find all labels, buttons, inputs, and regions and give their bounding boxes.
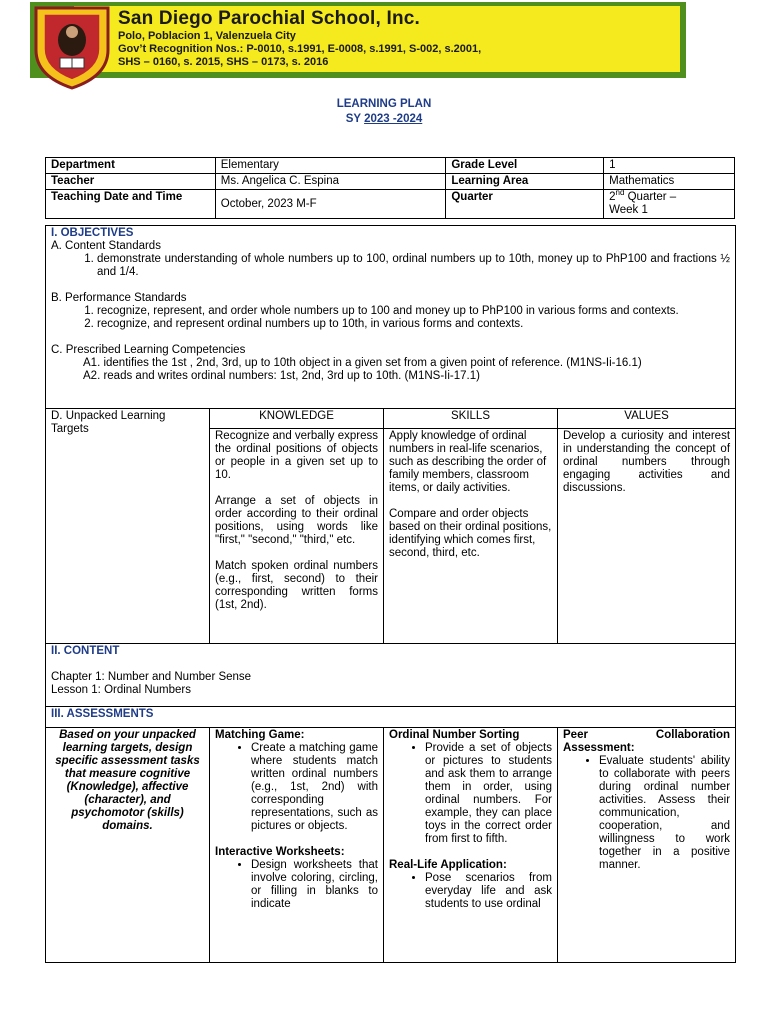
teaching-date-label: Teaching Date and Time bbox=[46, 190, 216, 219]
document-title: LEARNING PLAN bbox=[336, 98, 432, 110]
content-heading: II. CONTENT bbox=[51, 645, 120, 658]
quarter-suffix: nd bbox=[615, 188, 625, 198]
table-row bbox=[46, 190, 735, 219]
unpacked-targets-label: D. Unpacked Learning Targets bbox=[46, 409, 210, 644]
teaching-date-value: October, 2023 M-F bbox=[215, 190, 446, 219]
school-name: San Diego Parochial School, Inc. bbox=[118, 8, 421, 29]
knowledge-header: KNOWLEDGE bbox=[210, 409, 384, 429]
content-standards-label: A. Content Standards bbox=[51, 240, 161, 252]
knowledge-target: Arrange a set of objects in order according to their ordinal positions, using words like "first," "second," "third," etc. bbox=[215, 495, 378, 547]
content-lesson: Lesson 1: Ordinal Numbers bbox=[51, 684, 191, 697]
knowledge-target: Match spoken ordinal numbers (e.g., first, second) to their corresponding written forms (1st, 2nd). bbox=[215, 560, 378, 612]
quarter-label: Quarter bbox=[446, 190, 604, 219]
performance-standards-list bbox=[51, 305, 730, 331]
content-standards-list bbox=[51, 253, 730, 279]
table-row bbox=[46, 174, 735, 190]
learning-plan-table bbox=[45, 225, 736, 963]
quarter-week: Week 1 bbox=[609, 204, 648, 216]
assessments-intro: Based on your unpacked learning targets, design specific assessment tasks that measure cognitive (Knowledge), affective (character), and psychomotor (skills) domains. bbox=[46, 727, 210, 962]
objectives-row bbox=[46, 226, 736, 409]
learning-area-label: Learning Area bbox=[446, 174, 604, 190]
list-item: 2. recognize, and represent ordinal numbers up to 10th, in various forms and contexts. bbox=[97, 318, 730, 331]
list-item: • Create a matching game where students match written ordinal numbers (e.g., 1st, 2nd) with corresponding representations, such as pictures or objects. bbox=[251, 742, 378, 833]
content-row bbox=[46, 644, 736, 707]
teacher-value: Ms. Angelica C. Espina bbox=[215, 174, 446, 190]
school-seal-icon bbox=[30, 2, 114, 90]
skills-target: Apply knowledge of ordinal numbers in real-life scenarios, such as describing the order of family members, classroom items, or daily activities. bbox=[389, 430, 547, 495]
quarter-text: Quarter – bbox=[624, 191, 677, 203]
skills-cell bbox=[384, 429, 558, 644]
learning-area-value: Mathematics bbox=[604, 174, 735, 190]
values-target: Develop a curiosity and interest in understanding the concept of ordinal numbers through engaging activities and discussions. bbox=[563, 430, 731, 495]
competency-a1: A1. identifies the 1st , 2nd, 3rd, up to 10th object in a given set from a given point of reference. (M1NS-Ii-16.1) bbox=[83, 357, 642, 369]
competencies-label: C. Prescribed Learning Competencies bbox=[51, 344, 246, 356]
info-table bbox=[45, 157, 735, 219]
objectives-section bbox=[46, 226, 736, 409]
list-item: 1. demonstrate understanding of whole numbers up to 100, ordinal numbers up to 10th, money up to PhP100 and fractions ½ and 1/4. bbox=[97, 253, 730, 279]
targets-header-row bbox=[46, 409, 736, 429]
school-address: Polo, Poblacion 1, Valenzuela City bbox=[118, 30, 296, 42]
assessment-title: Interactive Worksheets: bbox=[215, 845, 345, 858]
list-item: • Provide a set of objects or pictures to students and ask them to arrange them in order, using ordinal numbers. For example, they can place toys in the correct order from first to fifth. bbox=[425, 742, 552, 846]
competency-a2: A2. reads and writes ordinal numbers: 1st, 2nd, 3rd up to 10th. (M1NS-Ii-17.1) bbox=[83, 370, 480, 382]
assessment-title: Matching Game: bbox=[215, 728, 305, 741]
skills-target: Compare and order objects based on their ordinal positions, identifying which comes first, second, third, etc. bbox=[389, 508, 552, 560]
quarter-value bbox=[604, 190, 735, 219]
school-year bbox=[0, 113, 768, 125]
assessment-title: Real-Life Application: bbox=[389, 858, 507, 871]
assessments-row bbox=[46, 727, 736, 962]
list-item: • Evaluate students' ability to collaborate with peers during ordinal number activities. Assess their communication, cooperation, and willingness to work together in a positive manner. bbox=[599, 755, 730, 872]
assessment-title: Ordinal Number Sorting bbox=[389, 728, 520, 741]
grade-level-label: Grade Level bbox=[446, 158, 604, 174]
assessment-column-2 bbox=[384, 727, 558, 962]
teacher-label: Teacher bbox=[46, 174, 216, 190]
table-row bbox=[46, 158, 735, 174]
grade-level-value: 1 bbox=[604, 158, 735, 174]
list-item: • Pose scenarios from everyday life and ask students to use ordinal bbox=[425, 872, 552, 911]
values-cell bbox=[558, 429, 736, 644]
school-recognition-1: Gov’t Recognition Nos.: P-0010, s.1991, E-0008, s.1991, S-002, s.2001, bbox=[118, 43, 482, 55]
school-info bbox=[118, 8, 481, 69]
content-chapter: Chapter 1: Number and Number Sense bbox=[51, 671, 252, 684]
assessments-heading: III. ASSESSMENTS bbox=[46, 707, 736, 727]
sy-value: 2023 -2024 bbox=[364, 113, 423, 125]
performance-standards-label: B. Performance Standards bbox=[51, 292, 187, 304]
department-label: Department bbox=[46, 158, 216, 174]
assessment-title: Peer Collaboration Assessment: bbox=[563, 728, 731, 754]
assessment-column-1 bbox=[210, 727, 384, 962]
department-value: Elementary bbox=[215, 158, 446, 174]
knowledge-cell bbox=[210, 429, 384, 644]
objectives-heading: I. OBJECTIVES bbox=[51, 227, 134, 239]
list-item: 1. recognize, represent, and order whole numbers up to 100 and money up to PhP100 in various forms and contexts. bbox=[97, 305, 730, 318]
knowledge-target: Recognize and verbally express the ordinal positions of objects or people in a given set up to 10. bbox=[215, 430, 379, 482]
school-banner bbox=[30, 2, 686, 80]
sy-label: SY bbox=[345, 113, 361, 125]
assessments-header-row bbox=[46, 707, 736, 727]
school-recognition-2: SHS – 0160, s. 2015, SHS – 0173, s. 2016 bbox=[118, 56, 329, 68]
list-item: • Design worksheets that involve coloring, circling, or filling in blanks to indicate bbox=[251, 859, 378, 911]
quarter-number: 2 bbox=[609, 191, 616, 203]
content-section bbox=[46, 644, 736, 707]
skills-header: SKILLS bbox=[384, 409, 558, 429]
assessment-column-3 bbox=[558, 727, 736, 962]
values-header: VALUES bbox=[558, 409, 736, 429]
